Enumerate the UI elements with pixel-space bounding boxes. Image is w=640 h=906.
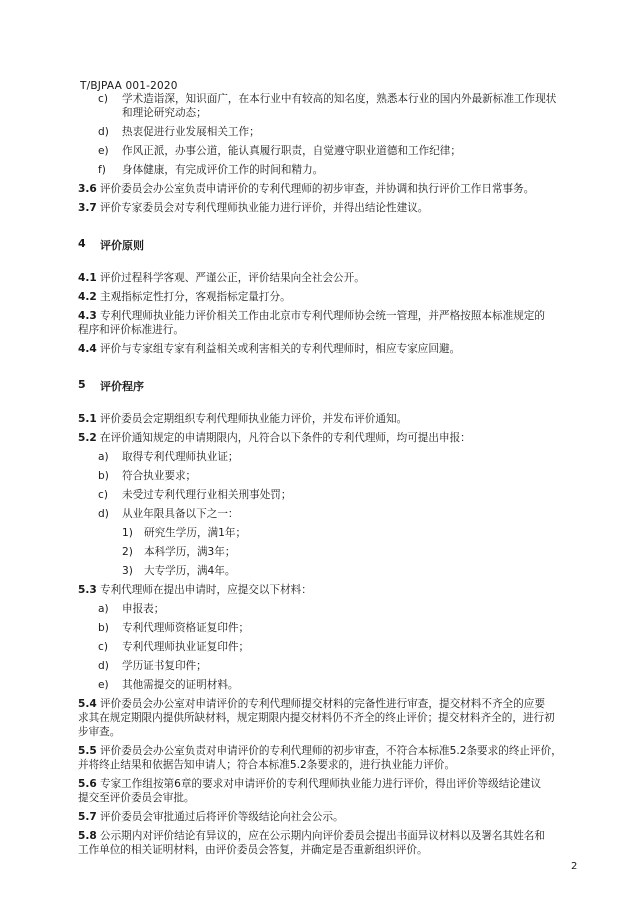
clause-5-3 — [78, 583, 578, 597]
section-number: 4 — [78, 237, 86, 250]
list-item — [78, 621, 578, 635]
item-marker: d) — [98, 126, 109, 138]
clause-number: 4.1 — [78, 272, 97, 284]
item-text: 从业年限具备以下之一： — [122, 508, 239, 520]
clause-text: 专利代理师在提出申请时，应提交以下材料： — [100, 584, 312, 596]
clause-text: 评价委员会审批通过后将评价等级结论向社会公示。 — [100, 811, 344, 823]
sub-item-marker: 1) — [122, 527, 133, 539]
clause-number: 5.3 — [78, 584, 97, 596]
item-text: 身体健康，有完成评价工作的时间和精力。 — [122, 164, 324, 176]
clause-number: 3.7 — [78, 202, 97, 214]
clause-text-continued: 步审查。 — [78, 726, 121, 738]
clause-text-continued: 提交至评价委员会审批。 — [78, 792, 195, 804]
page-number: 2 — [571, 861, 578, 872]
clause-number: 5.6 — [78, 778, 97, 790]
clause-number: 4.2 — [78, 291, 97, 303]
clause-5-2 — [78, 431, 578, 445]
item-marker: d) — [98, 660, 109, 672]
item-marker: b) — [98, 470, 109, 482]
item-text: 取得专利代理师执业证； — [122, 451, 239, 463]
clause-text: 评价委员会办公室负责对申请评价的专利代理师的初步审查，不符合本标准5.2条要求的终止评价， — [100, 745, 562, 757]
clause-4-1 — [78, 271, 578, 285]
section-title: 评价程序 — [100, 380, 144, 393]
item-text: 符合执业要求； — [122, 470, 197, 482]
list-item — [78, 488, 578, 502]
clause-3-6 — [78, 182, 578, 196]
page-content — [78, 92, 578, 857]
item-text: 热衷促进行业发展相关工作； — [122, 126, 260, 138]
item-marker: f) — [98, 164, 106, 176]
clause-text: 主观指标定性打分，客观指标定量打分。 — [100, 291, 291, 303]
item-text: 学历证书复印件； — [122, 660, 207, 672]
item-text: 学术造诣深，知识面广，在本行业中有较高的知名度，熟悉本行业的国内外最新标准工作现状 和理论研究动态； — [122, 93, 557, 119]
clause-5-6 — [78, 777, 578, 805]
clause-number: 5.8 — [78, 830, 97, 842]
clause-number: 5.7 — [78, 811, 97, 823]
sub-item-marker: 3) — [122, 565, 133, 577]
list-item — [78, 602, 578, 616]
item-marker: d) — [98, 508, 109, 520]
clause-4-3 — [78, 309, 578, 337]
clause-text: 公示期内对评价结论有异议的，应在公示期内向评价委员会提出书面异议材料以及署名其姓名和 — [100, 830, 545, 842]
clause-text: 评价委员会办公室对申请评价的专利代理师提交材料的完备性进行审查，提交材料不齐全的应要 — [100, 698, 545, 710]
section-heading-5 — [78, 378, 578, 394]
sub-item-text: 研究生学历，满1年； — [144, 527, 247, 539]
clause-text-continued: 工作单位的相关证明材料，由评价委员会答复，并确定是否重新组织评价。 — [78, 844, 428, 856]
list-item — [78, 163, 578, 177]
clause-text: 评价过程科学客观、严谨公正，评价结果向全社会公开。 — [100, 272, 365, 284]
list-item — [78, 640, 578, 654]
item-text: 专利代理师执业证复印件； — [122, 641, 250, 653]
item-marker: a) — [98, 451, 109, 463]
clause-text: 评价专家委员会对专利代理师执业能力进行评价，并得出结论性建议。 — [100, 202, 429, 214]
section-number: 5 — [78, 378, 86, 391]
item-text: 未受过专利代理行业相关刑事处罚； — [122, 489, 292, 501]
item-marker: c) — [98, 641, 108, 653]
sub-list-item — [78, 526, 578, 540]
clause-text: 专家工作组按第6章的要求对申请评价的专利代理师执业能力进行评价，得出评价等级结论建议 — [100, 778, 542, 790]
item-text: 其他需提交的证明材料。 — [122, 679, 239, 691]
item-marker: e) — [98, 145, 109, 157]
sub-item-text: 本科学历，满3年； — [144, 546, 236, 558]
list-item — [78, 469, 578, 483]
clause-5-8 — [78, 829, 578, 857]
list-item — [78, 659, 578, 673]
item-text: 专利代理师资格证复印件； — [122, 622, 250, 634]
clause-number: 5.2 — [78, 432, 97, 444]
clause-text-continued: 并将终止结果和依据告知申请人；符合本标准5.2条要求的，进行执业能力评价。 — [78, 759, 456, 771]
section-title: 评价原则 — [100, 239, 144, 252]
list-item — [78, 507, 578, 521]
item-marker: c) — [98, 489, 108, 501]
clause-text-continued: 程序和评价标准进行。 — [78, 324, 184, 336]
clause-5-5 — [78, 744, 578, 772]
clause-text: 在评价通知规定的申请期限内，凡符合以下条件的专利代理师，均可提出申报： — [100, 432, 471, 444]
clause-number: 4.4 — [78, 343, 97, 355]
sub-item-text: 大专学历，满4年。 — [144, 565, 236, 577]
item-text: 申报表； — [122, 603, 165, 615]
clause-5-1 — [78, 412, 578, 426]
clause-text: 评价与专家组专家有利益相关或利害相关的专利代理师时，相应专家应回避。 — [100, 343, 461, 355]
clause-3-7 — [78, 201, 578, 215]
clause-text: 评价委员会办公室负责申请评价的专利代理师的初步审查，并协调和执行评价工作日常事务。 — [100, 183, 535, 195]
document-code: T/BJPAA 001-2020 — [80, 80, 178, 92]
clause-4-4 — [78, 342, 578, 356]
sub-list-item — [78, 545, 578, 559]
sub-item-marker: 2) — [122, 546, 133, 558]
list-item — [78, 678, 578, 692]
clause-4-2 — [78, 290, 578, 304]
list-item — [78, 450, 578, 464]
clause-number: 5.4 — [78, 698, 97, 710]
list-item — [78, 92, 578, 120]
item-marker: b) — [98, 622, 109, 634]
item-text: 作风正派，办事公道，能认真履行职责，自觉遵守职业道德和工作纪律； — [122, 145, 461, 157]
section-heading-4 — [78, 237, 578, 253]
clause-number: 3.6 — [78, 183, 97, 195]
clause-text: 评价委员会定期组织专利代理师执业能力评价，并发布评价通知。 — [100, 413, 408, 425]
sub-list-item — [78, 564, 578, 578]
item-marker: e) — [98, 679, 109, 691]
clause-5-4 — [78, 697, 578, 739]
clause-text-continued: 求其在规定期限内提供所缺材料，规定期限内提交材料仍不齐全的终止评价；提交材料齐全的，进行初 — [78, 712, 555, 724]
list-item — [78, 144, 578, 158]
list-item — [78, 125, 578, 139]
clause-number: 5.1 — [78, 413, 97, 425]
item-marker: c) — [98, 93, 108, 105]
clause-text: 专利代理师执业能力评价相关工作由北京市专利代理师协会统一管理，并严格按照本标准规定的 — [100, 310, 545, 322]
clause-number: 4.3 — [78, 310, 97, 322]
clause-number: 5.5 — [78, 745, 97, 757]
clause-5-7 — [78, 810, 578, 824]
item-marker: a) — [98, 603, 109, 615]
